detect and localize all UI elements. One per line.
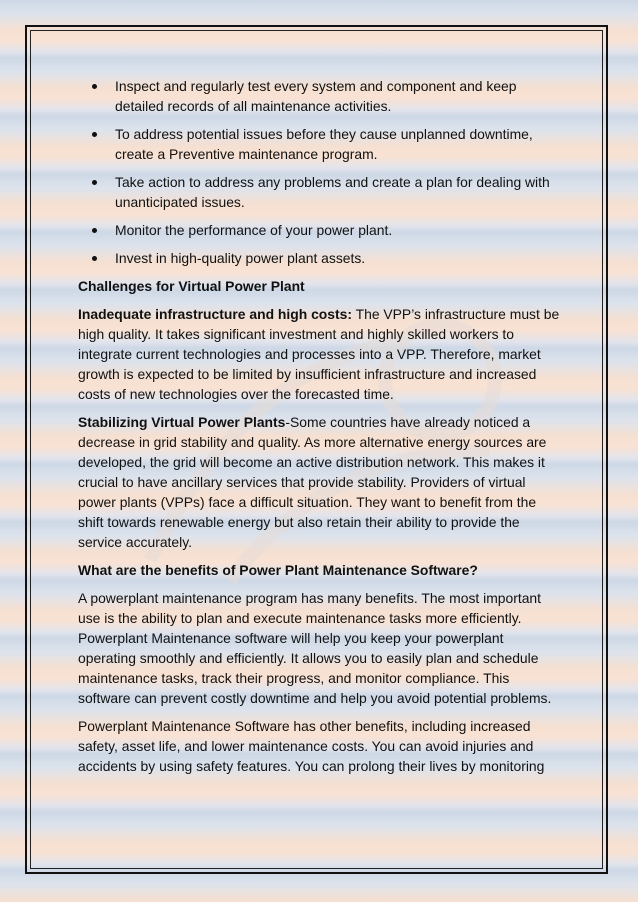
list-item	[78, 124, 564, 164]
document-body	[78, 76, 564, 784]
paragraph-stabilizing	[78, 412, 564, 552]
maintenance-tips-list	[78, 76, 564, 268]
section-heading-benefits: What are the benefits of Power Plant Maintenance Software?	[78, 562, 478, 578]
paragraph-infrastructure	[78, 304, 564, 404]
bullet-icon	[92, 132, 97, 137]
paragraph-text: The VPP’s infrastructure must be high quality. It takes significant investment and highly skilled workers to integrate current technologies and processes into a VPP. Therefore, market growth is expected to be limited by insufficient infrastructure and increased costs of new technologies over the forecasted time.	[78, 306, 560, 402]
list-item-text: Take action to address any problems and create a plan for dealing with unanticipated issues.	[115, 174, 550, 210]
paragraph-lead: Inadequate infrastructure and high costs:	[78, 306, 352, 322]
list-item	[78, 172, 564, 212]
list-item-text: Inspect and regularly test every system and component and keep detailed records of all maintenance activities.	[115, 78, 517, 114]
paragraph-lead: Stabilizing Virtual Power Plants	[78, 414, 286, 430]
list-item	[78, 220, 564, 240]
bullet-icon	[92, 84, 97, 89]
list-item	[78, 248, 564, 268]
list-item-text: To address potential issues before they cause unplanned downtime, create a Preventive maintenance program.	[115, 126, 533, 162]
paragraph-benefits-2: Powerplant Maintenance Software has other benefits, including increased safety, asset life, and lower maintenance costs. You can avoid injuries and accidents by using safety features. You can prolong their lives by monitoring	[78, 718, 545, 774]
list-item-text: Monitor the performance of your power plant.	[115, 222, 393, 238]
paragraph-benefits-1: A powerplant maintenance program has many benefits. The most important use is the ability to plan and execute maintenance tasks more efficiently. Powerplant Maintenance software will help you keep your powerplant operating smoothly and efficiently. It allows you to easily plan and schedule maintenance tasks, track their progress, and monitor compliance. This software can prevent costly downtime and help you avoid potential problems.	[78, 590, 552, 706]
bullet-icon	[92, 256, 97, 261]
bullet-icon	[92, 228, 97, 233]
section-heading-challenges: Challenges for Virtual Power Plant	[78, 278, 305, 294]
list-item	[78, 76, 564, 116]
paragraph-text: -Some countries have already noticed a decrease in grid stability and quality. As more alternative energy sources are developed, the grid will become an active distribution network. This makes it crucial to have ancillary services that provide stability. Providers of virtual power plants (VPPs) face a difficult situation. They want to benefit from the shift towards renewable energy but also retain their ability to provide the service accurately.	[78, 414, 547, 550]
bullet-icon	[92, 180, 97, 185]
list-item-text: Invest in high-quality power plant assets.	[115, 250, 366, 266]
